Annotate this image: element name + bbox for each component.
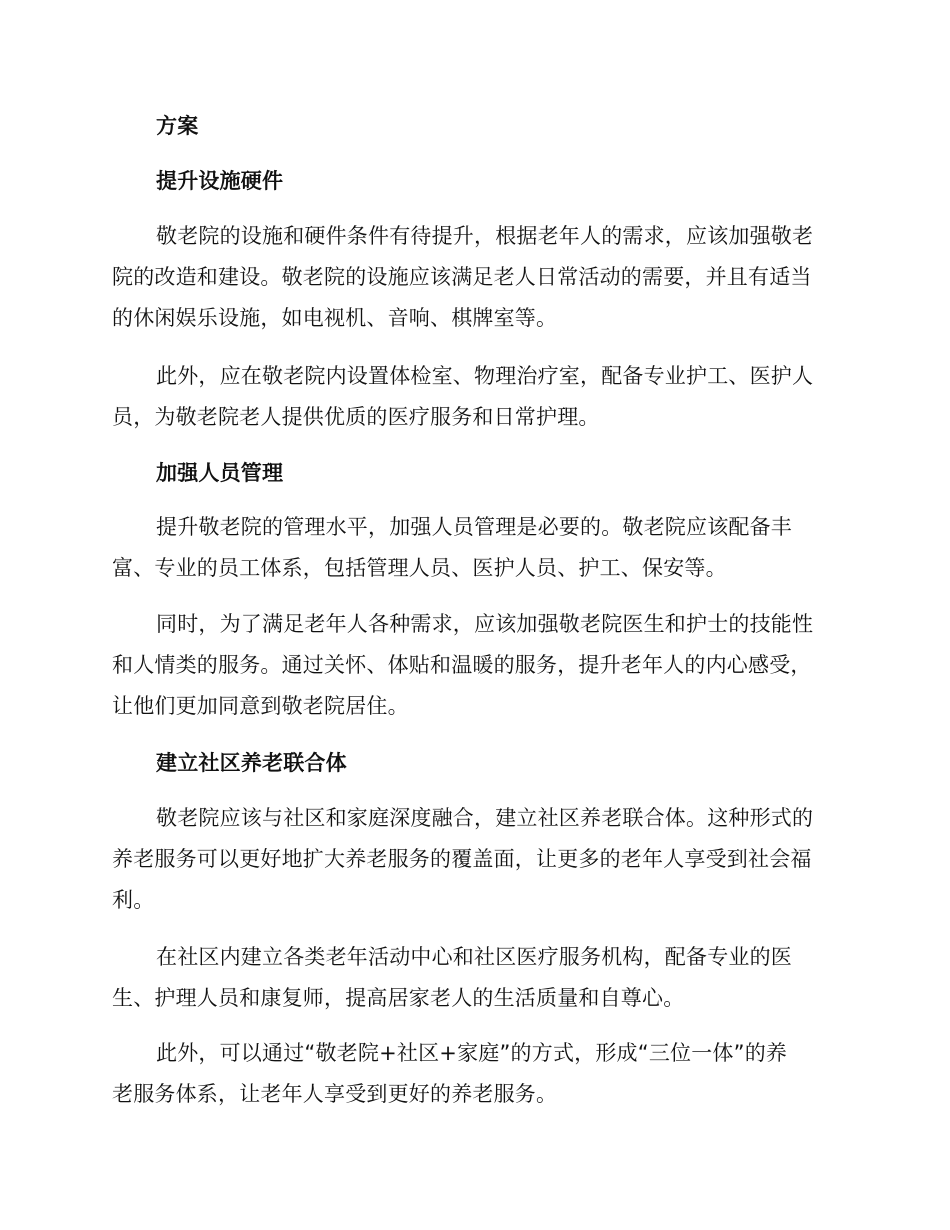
section-2-paragraph-1 xyxy=(112,507,842,589)
paragraph-line: 富、专业的员工体系，包括管理人员、医护人员、护工、保安等。 xyxy=(112,556,727,580)
paragraph-line: 此外，可以通过“敬老院+社区+家庭”的方式，形成“三位一体”的养 xyxy=(156,1041,788,1065)
paragraph-line: 敬老院应该与社区和家庭深度融合，建立社区养老联合体。这种形式的 xyxy=(156,806,814,830)
section-1-paragraph-2 xyxy=(112,356,842,438)
paragraph-line: 在社区内建立各类老年活动中心和社区医疗服务机构，配备专业的医 xyxy=(156,945,792,969)
section-3-paragraph-1 xyxy=(112,798,842,921)
section-heading-1 xyxy=(156,161,842,202)
section-1-paragraph-1 xyxy=(112,216,842,339)
paragraph-line: 老服务体系，让老年人享受到更好的养老服务。 xyxy=(112,1082,558,1106)
section-heading-text: 建立社区养老联合体 xyxy=(156,751,347,775)
section-heading-3 xyxy=(156,743,842,784)
section-heading-text: 加强人员管理 xyxy=(156,461,284,485)
section-2-paragraph-2 xyxy=(112,604,842,727)
paragraph-line: 敬老院的设施和硬件条件有待提升，根据老年人的需求，应该加强敬老 xyxy=(156,224,814,248)
paragraph-line: 院的改造和建设。敬老院的设施应该满足老人日常活动的需要，并且有适当 xyxy=(112,265,812,289)
paragraph-line: 和人情类的服务。通过关怀、体贴和温暖的服务，提升老年人的内心感受， xyxy=(112,653,812,677)
paragraph-line: 的休闲娱乐设施，如电视机、音响、棋牌室等。 xyxy=(112,306,558,330)
section-heading-text: 提升设施硬件 xyxy=(156,169,284,193)
section-heading-2 xyxy=(156,453,842,494)
paragraph-line: 养老服务可以更好地扩大养老服务的覆盖面，让更多的老年人享受到社会福 xyxy=(112,847,812,871)
paragraph-line: 生、护理人员和康复师，提高居家老人的生活质量和自尊心。 xyxy=(112,986,685,1010)
paragraph-line: 提升敬老院的管理水平，加强人员管理是必要的。敬老院应该配备丰 xyxy=(156,515,792,539)
paragraph-line: 让他们更加同意到敬老院居住。 xyxy=(112,694,409,718)
paragraph-line: 利。 xyxy=(112,888,155,912)
document-title xyxy=(156,106,842,147)
paragraph-line: 员，为敬老院老人提供优质的医疗服务和日常护理。 xyxy=(112,405,600,429)
paragraph-line: 此外，应在敬老院内设置体检室、物理治疗室，配备专业护工、医护人 xyxy=(156,364,814,388)
title-text: 方案 xyxy=(156,114,199,138)
section-3-paragraph-3 xyxy=(112,1033,842,1115)
section-3-paragraph-2 xyxy=(112,937,842,1019)
paragraph-line: 同时，为了满足老年人各种需求，应该加强敬老院医生和护士的技能性 xyxy=(156,612,814,636)
